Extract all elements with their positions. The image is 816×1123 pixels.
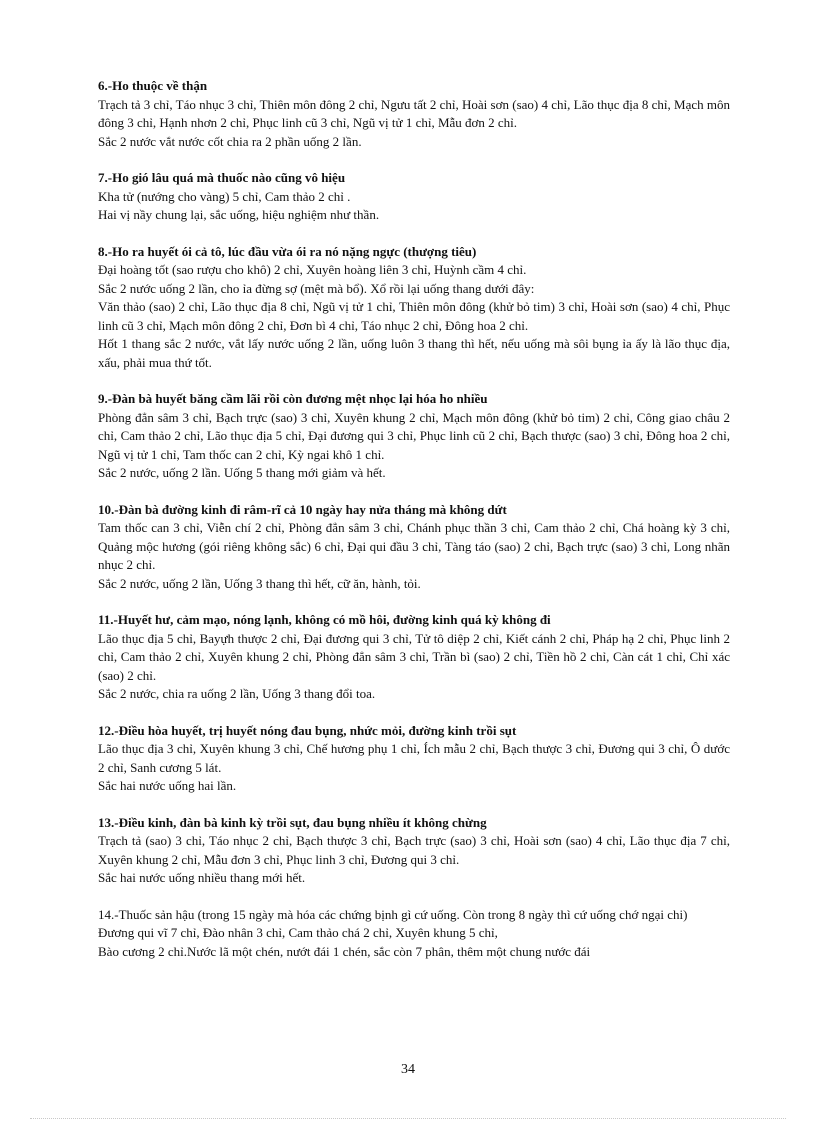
remedy-heading: 14.-Thuốc sản hậu (trong 15 ngày mà hóa các chứng bịnh gì cứ uống. Còn trong 8 ngày thì cứ uống chớ ngại chi) — [98, 906, 688, 922]
remedy-text: Sắc 2 nước, uống 2 lần. Uống 5 thang mới giảm và hết. — [98, 465, 386, 480]
remedy-text: Sắc hai nước uống nhiều thang mới hết. — [98, 870, 306, 885]
remedy-text: Đương qui vĩ 7 chỉ, Đào nhân 3 chỉ, Cam thảo chá 2 chỉ, Xuyên khung 5 chỉ, — [98, 925, 498, 940]
remedy-text: Tam thốc can 3 chỉ, Viễn chí 2 chỉ, Phòng đẳn sâm 3 chỉ, Chánh phục thần 3 chỉ, Cam thảo 2 chỉ, Chá hoàng kỳ 3 chỉ, Quảng mộc hương (gói riêng không sắc) 6 chỉ, Đại qui đầu 3 chỉ, Tàng táo (sao) 2 chỉ, Bạch trực (sao) 3 chỉ, Long nhãn nhục 2 chỉ. — [98, 520, 730, 572]
footer-divider — [30, 1118, 786, 1119]
remedy-text: Sắc 2 nước vắt nước cốt chia ra 2 phần uống 2 lần. — [98, 133, 362, 149]
remedy-section-8 — [98, 243, 730, 373]
remedy-text: Trạch tả 3 chỉ, Táo nhục 3 chỉ, Thiên môn đông 2 chỉ, Ngưu tất 2 chỉ, Hoài sơn (sao) 4 chỉ, Lão thục địa 8 chỉ, Mạch môn đông 3 chỉ, Hạnh nhơn 2 chỉ, Phục linh cũ 3 chỉ, Ngũ vị tử 1 chỉ, Mẫu đơn 2 chỉ. — [98, 96, 730, 130]
remedy-text: Đại hoàng tốt (sao rượu cho khô) 2 chỉ, Xuyên hoàng liên 3 chỉ, Huỳnh cầm 4 chỉ. — [98, 262, 527, 277]
remedy-section-11 — [98, 611, 730, 704]
remedy-text: Lão thục địa 3 chỉ, Xuyên khung 3 chỉ, Chế hương phụ 1 chỉ, Ích mẫu 2 chỉ, Bạch thược 3 chỉ, Đương qui 3 chỉ, Ô dước 2 chỉ, Sanh cương 5 lát. — [98, 741, 730, 775]
remedy-text: Hốt 1 thang sắc 2 nước, vắt lấy nước uống 2 lần, uống luôn 3 thang thì hết, nếu uống mà sôi bụng ỉa ấy là lão thục địa, xấu, phải mua thứ tốt. — [98, 336, 730, 370]
remedy-section-7 — [98, 169, 730, 225]
document-page — [98, 77, 730, 979]
remedy-heading: 12.-Điều hòa huyết, trị huyết nóng đau bụng, nhức mỏi, đường kinh trồi sụt — [98, 722, 517, 738]
remedy-heading: 10.-Đàn bà đường kinh đi râm-rĩ cả 10 ngày hay nửa tháng mà không dứt — [98, 501, 507, 517]
remedy-text: Hai vị nầy chung lại, sắc uống, hiệu nghiệm như thần. — [98, 207, 380, 222]
remedy-heading: 6.-Ho thuộc về thận — [98, 78, 208, 93]
remedy-heading: 9.-Đàn bà huyết băng cầm lãi rồi còn đương mệt nhọc lại hóa ho nhiều — [98, 391, 488, 406]
remedy-text: Kha tử (nướng cho vàng) 5 chỉ, Cam thảo 2 chỉ . — [98, 188, 351, 204]
remedy-heading: 8.-Ho ra huyết ói cả tô, lúc đầu vừa ói ra nó nặng ngực (thượng tiêu) — [98, 243, 477, 259]
remedy-text: Trạch tả (sao) 3 chỉ, Táo nhục 2 chỉ, Bạch thược 3 chỉ, Bạch trực (sao) 3 chỉ, Hoài sơn (sao) 4 chỉ, Lão thục địa 7 chỉ, Xuyên khung 2 chỉ, Mẫu đơn 3 chỉ, Phục linh 3 chỉ, Đương qui 3 chỉ. — [98, 833, 730, 867]
remedy-heading: 7.-Ho gió lâu quá mà thuốc nào cũng vô hiệu — [98, 170, 346, 185]
remedy-section-9 — [98, 390, 730, 483]
page-number: 34 — [401, 1062, 415, 1077]
remedy-heading: 11.-Huyết hư, cảm mạo, nóng lạnh, không có mồ hôi, đường kinh quá kỳ không đi — [98, 612, 551, 627]
remedy-text: Phòng đẳn sâm 3 chỉ, Bạch trực (sao) 3 chỉ, Xuyên khung 2 chỉ, Mạch môn đông (khử bỏ tim) 2 chỉ, Công giao châu 2 chỉ, Cam thảo 2 chỉ, Lão thục địa 5 chỉ, Đại đương qui 3 chỉ, Phục linh cũ 2 chỉ, Bạch thược (sao) 3 chỉ, Đông hoa 2 chỉ, Ngũ vị tử 1 chỉ, Tam thốc can 2 chỉ, Kỳ ngai khô 1 chỉ. — [98, 409, 730, 462]
remedy-text: Sắc 2 nước, uống 2 lần, Uống 3 thang thì hết, cữ ăn, hành, tỏi. — [98, 575, 421, 591]
remedy-text: Sắc hai nước uống hai lần. — [98, 778, 237, 793]
remedy-text: Bào cương 2 chỉ.Nước lã một chén, nướt đái 1 chén, sắc còn 7 phân, thêm một chung nước đái — [98, 943, 591, 959]
remedy-section-6 — [98, 77, 730, 151]
remedy-section-12 — [98, 722, 730, 796]
remedy-heading: 13.-Điều kinh, đàn bà kinh kỳ trồi sụt, đau bụng nhiều ít không chừng — [98, 814, 487, 830]
remedy-section-10 — [98, 501, 730, 594]
remedy-text: Lão thục địa 5 chỉ, Bayựh thược 2 chỉ, Đại đương qui 3 chỉ, Tử tô diệp 2 chỉ, Kiết cánh 2 chỉ, Pháp hạ 2 chỉ, Phục linh 2 chỉ, Cam thảo 2 chỉ, Xuyên khung 2 chỉ, Phòng đẳn sâm 3 chỉ, Trần bì (sao) 2 chỉ, Tiền hồ 2 chỉ, Càn cát 1 chỉ, Chỉ xác (sao) 2 chỉ. — [98, 630, 730, 683]
remedy-section-14 — [98, 906, 730, 962]
remedy-section-13 — [98, 814, 730, 888]
remedy-text: Sắc 2 nước uống 2 lần, cho ỉa đừng sợ (mệt mà bổ). Xổ rồi lại uống thang dưới đây: — [98, 280, 535, 296]
remedy-text: Văn thảo (sao) 2 chỉ, Lão thục địa 8 chỉ, Ngũ vị tử 1 chỉ, Thiên môn đông (khử bỏ tim) 3 chỉ, Hoài sơn (sao) 4 chỉ, Phục linh cũ 3 chỉ, Mạch môn đông 2 chỉ, Đơn bì 4 chỉ, Táo nhục 2 chỉ, Đông hoa 2 chỉ. — [98, 299, 730, 333]
remedy-text: Sắc 2 nước, chia ra uống 2 lần, Uống 3 thang đổi toa. — [98, 686, 376, 701]
